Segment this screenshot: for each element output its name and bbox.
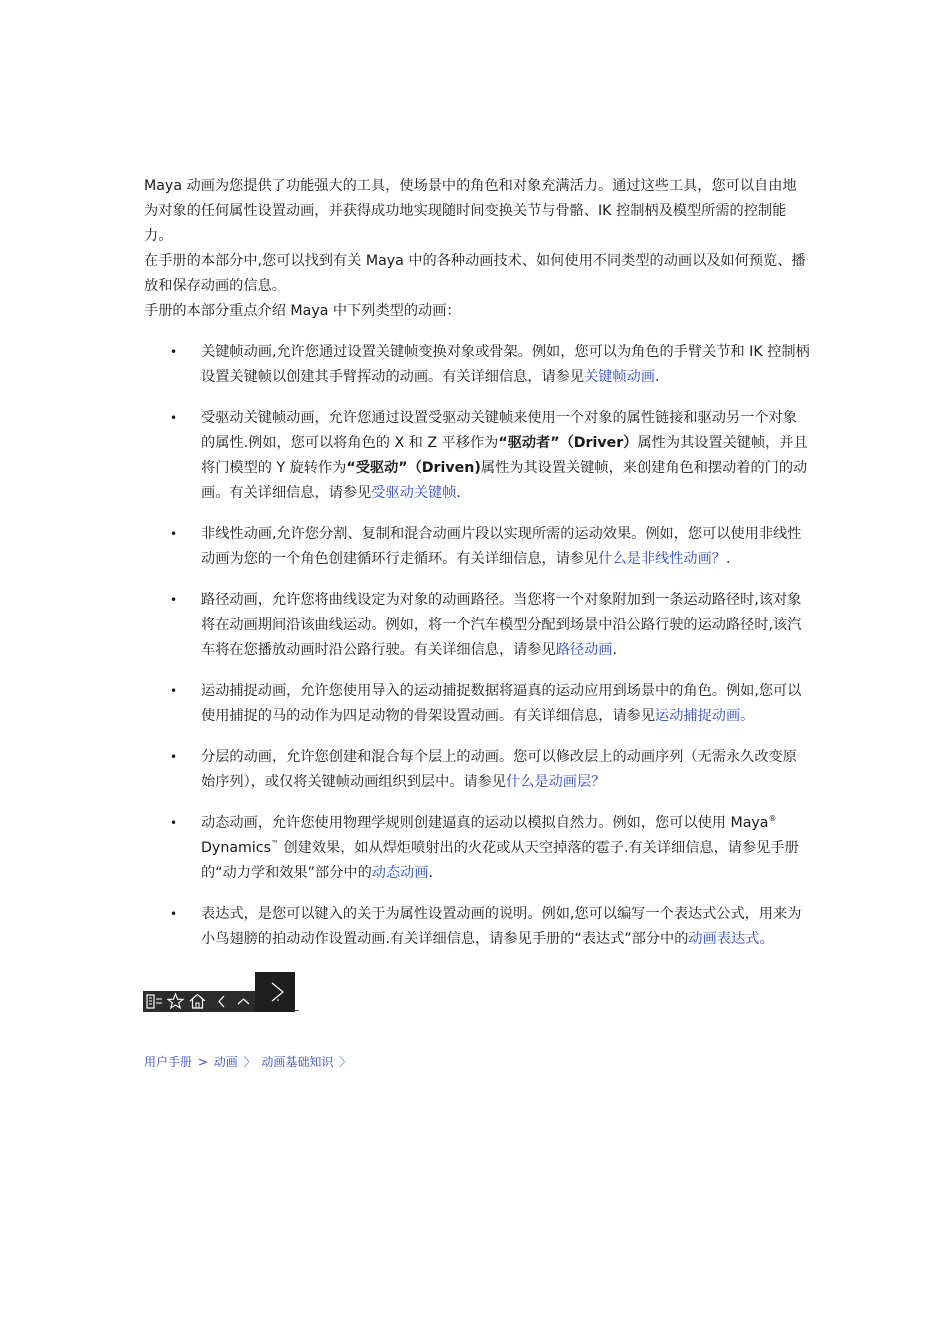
bullet-icon: •	[170, 411, 178, 425]
link-nonlinear-animation[interactable]: 什么是非线性动画？	[598, 551, 726, 567]
document-body	[144, 174, 810, 968]
bullet-icon: •	[170, 593, 178, 607]
item-text: 属性为其设置关键帧，并且将门模型的 Y 旋转作为	[201, 435, 808, 476]
breadcrumb	[144, 1053, 353, 1071]
bullet-icon: •	[170, 816, 178, 830]
bullet-icon: •	[170, 684, 178, 698]
trademark-mark: ™	[270, 839, 279, 848]
item-tail: .	[655, 369, 660, 385]
breadcrumb-animation-basics[interactable]: 动画基础知识	[261, 1055, 334, 1069]
link-animation-expressions[interactable]: 动画表达式。	[688, 931, 774, 947]
list-item-dynamics	[144, 811, 810, 886]
item-text: 受驱动关键帧动画，允许您通过设置受驱动关键帧来使用一个对象的属性链接和驱动另一个对象的属性.例如，您可以将角色的 X 和 Z 平移作为	[201, 410, 797, 451]
list-item-nonlinear	[144, 522, 810, 572]
help-navigation-toolbar	[143, 972, 303, 1012]
item-text: 运动捕捉动画，允许您使用导入的运动捕捉数据将逼真的运动应用到场景中的角色。例如,您可以使用捕捉的马的动作为四足动物的骨架设置动画。有关详细信息，请参见	[201, 683, 802, 724]
list-item-path	[144, 588, 810, 663]
driven-term: “受驱动”（Driven)	[346, 460, 481, 476]
item-tail: .	[428, 865, 434, 881]
link-keyframe-animation[interactable]: 关键帧动画	[584, 369, 656, 385]
animation-types-list	[144, 340, 810, 952]
toc-icon[interactable]	[144, 991, 165, 1012]
bullet-icon: •	[170, 527, 178, 541]
intro-paragraph-2: 在手册的本部分中,您可以找到有关 Maya 中的各种动画技术、如何使用不同类型的动画以及如何预览、播放和保存动画的信息。	[144, 253, 806, 294]
item-text: 分层的动画，允许您创建和混合每个层上的动画。您可以修改层上的动画序列（无需永久改变原始序列），或仅将关键帧动画组织到层中。请参见	[201, 749, 797, 790]
item-tail: .	[725, 551, 731, 567]
bullet-icon: •	[170, 907, 178, 921]
item-tail: .	[456, 485, 461, 501]
link-dynamic-animation[interactable]: 动态动画	[371, 865, 429, 881]
list-item-driven-keys	[144, 406, 810, 506]
bullet-icon: •	[170, 750, 178, 764]
intro-paragraph-3: 手册的本部分重点介绍 Maya 中下列类型的动画：	[144, 303, 461, 319]
toolbar-divider	[295, 1010, 299, 1011]
breadcrumb-separator: 〉	[243, 1055, 256, 1069]
list-item-expressions	[144, 902, 810, 952]
breadcrumb-separator: 〉	[339, 1055, 352, 1069]
item-text: 表达式，是您可以键入的关于为属性设置动画的说明。例如,您可以编写一个表达式公式，用来为小鸟翅膀的拍动动作设置动画.有关详细信息，请参见手册的“表达式”部分中的	[201, 906, 802, 947]
intro-paragraph-1: Maya 动画为您提供了功能强大的工具，使场景中的角色和对象充满活力。通过这些工具，您可以自由地为对象的任何属性设置动画，并获得成功地实现随时间变换关节与骨骼、IK 控制柄及模型所需的控制能力。	[144, 178, 797, 244]
link-motion-capture[interactable]: 运动捕捉动画。	[655, 708, 755, 724]
registered-mark: ®	[768, 814, 777, 823]
breadcrumb-animation[interactable]: 动画	[213, 1055, 238, 1069]
item-tail: .	[612, 642, 617, 658]
breadcrumb-user-manual[interactable]: 用户手册	[144, 1055, 193, 1069]
breadcrumb-separator: >	[197, 1055, 208, 1069]
bullet-icon: •	[170, 345, 178, 359]
up-icon[interactable]	[233, 991, 254, 1012]
item-text: 路径动画，允许您将曲线设定为对象的动画路径。当您将一个对象附加到一条运动路径时,该对象将在动画期间沿该曲线运动。例如，将一个汽车模型分配到场景中沿公路行驶的运动路径时,该汽车将在您播放动画时沿公路行驶。有关详细信息，请参见	[201, 592, 802, 658]
item-text: 关键帧动画,允许您通过设置关键帧变换对象或骨架。例如，您可以为角色的手臂关节和 IK 控制柄设置关键帧以创建其手臂挥动的动画。有关详细信息，请参见	[201, 344, 810, 385]
link-path-animation[interactable]: 路径动画	[555, 642, 613, 658]
list-item-keyframe	[144, 340, 810, 390]
previous-icon[interactable]	[211, 991, 232, 1012]
item-text: 非线性动画,允许您分割、复制和混合动画片段以实现所需的运动效果。例如，您可以使用非线性动画为您的一个角色创建循环行走循环。有关详细信息，请参见	[201, 526, 802, 567]
link-animation-layers[interactable]: 什么是动画层？	[506, 774, 606, 790]
list-item-motion-capture	[144, 679, 810, 729]
item-text: 动态动画，允许您使用物理学规则创建逼真的运动以模拟自然力。例如，您可以使用 Maya	[201, 815, 769, 831]
home-icon[interactable]	[187, 991, 208, 1012]
next-icon[interactable]	[255, 972, 295, 1012]
list-item-layered	[144, 745, 810, 795]
favorite-icon[interactable]	[165, 991, 186, 1012]
item-text: Dynamics	[201, 840, 271, 856]
link-driven-keys[interactable]: 受驱动关键帧	[371, 485, 457, 501]
item-text: 属性为其设置关键帧，来创建角色和摆动着的门的动画。有关详细信息，请参见	[201, 460, 808, 501]
driver-term: “驱动者”（Driver）	[498, 435, 638, 451]
item-text: 创建效果，如从焊炬喷射出的火花或从天空掉落的雹子.有关详细信息，请参见手册的“动力学和效果”部分中的	[201, 840, 799, 881]
